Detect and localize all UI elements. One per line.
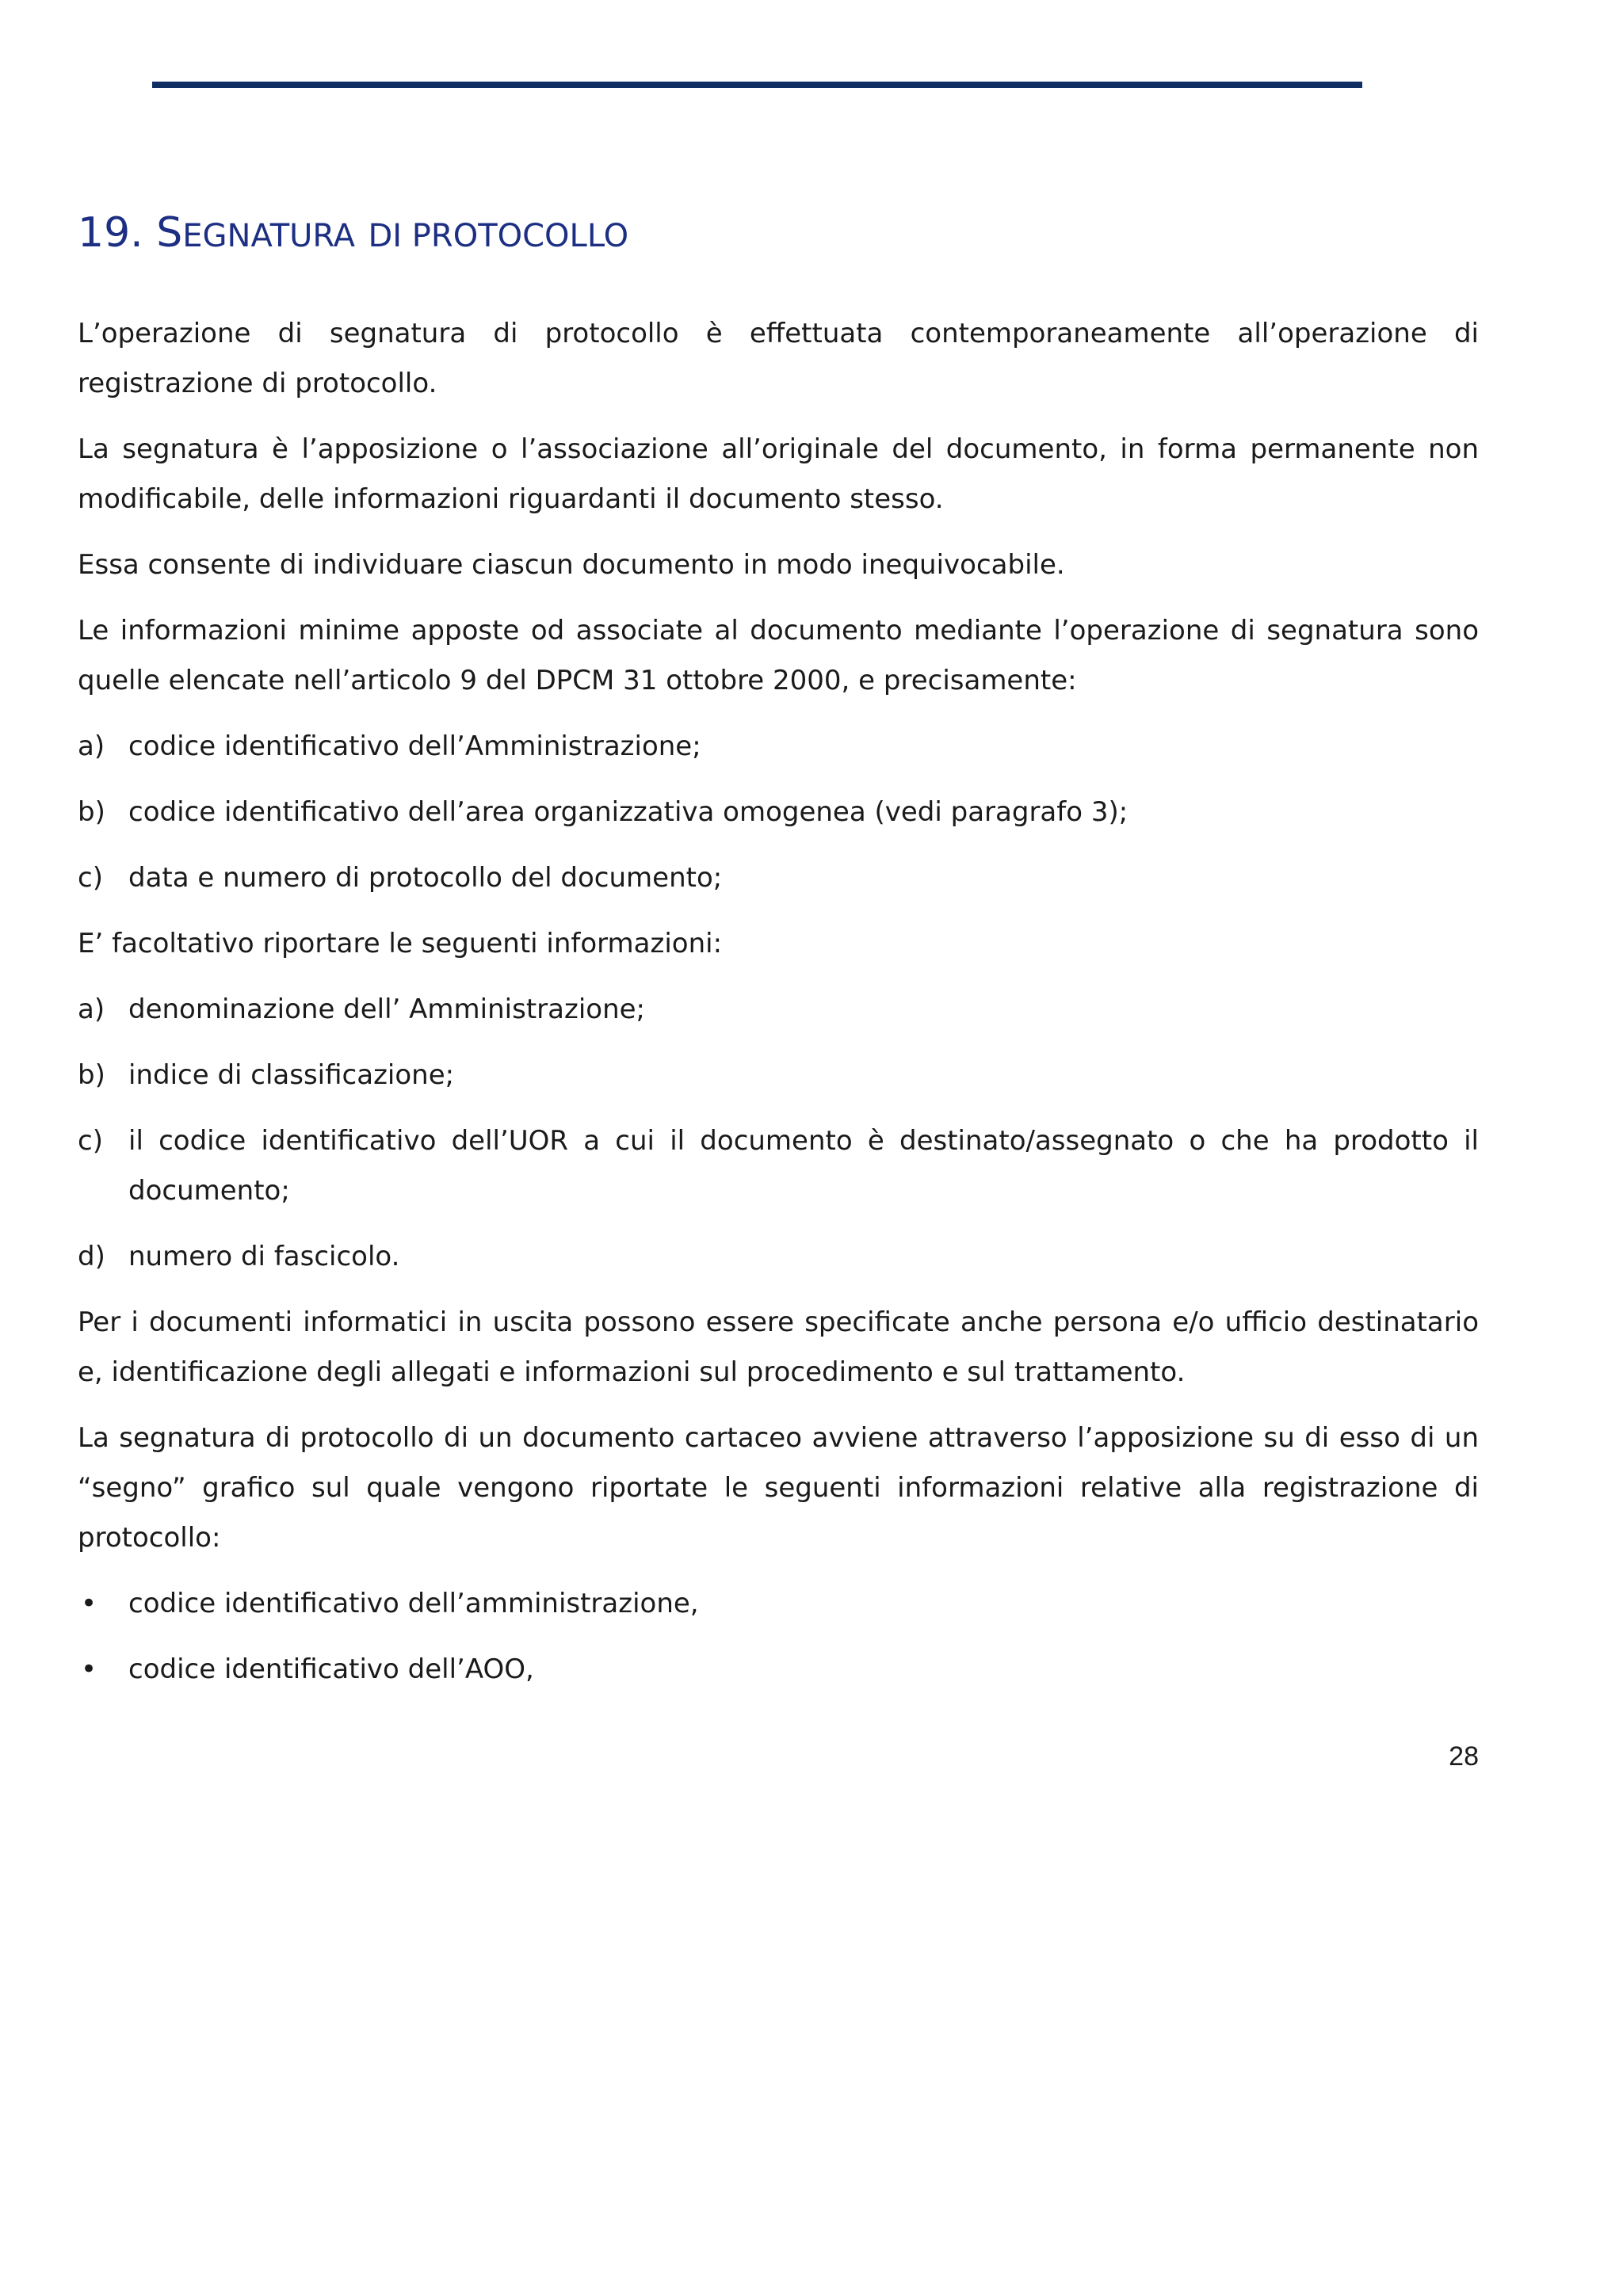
list-item-text: codice identificativo dell’area organizzativa omogenea (vedi paragrafo 3); [128,796,1128,828]
list-marker: a) [78,730,105,762]
optional-info-list [78,985,1479,1282]
list-marker: b) [78,796,105,828]
list-item-text: codice identificativo dell’amministrazione, [128,1588,699,1619]
list-marker: b) [78,1059,105,1091]
list-item [78,788,1479,837]
list-item [78,853,1479,903]
list-item-text: il codice identificativo dell’UOR a cui il documento è destinato/assegnato o che ha prodotto il documento; [128,1125,1479,1207]
section-heading [78,208,1479,261]
list-item-text: denominazione dell’ Amministrazione; [128,994,645,1025]
paragraph-4: Le informazioni minime apposte od associate al documento mediante l’operazione di segnatura sono quelle elencate nell’articolo 9 del DPCM 31 ottobre 2000, e precisamente: [78,615,1479,696]
list-item-text: indice di classificazione; [128,1059,455,1091]
page-content [78,208,1479,1711]
list-item-text: data e numero di protocollo del documento; [128,862,723,894]
page-number: 28 [1449,1741,1479,1772]
list-item-text: codice identificativo dell’Amministrazione; [128,730,701,762]
list-item [78,722,1479,772]
list-item [78,985,1479,1035]
section-title-word: EGNATURA [182,218,355,254]
segno-info-list [78,1579,1479,1695]
paragraph-1: L’operazione di segnatura di protocollo è effettuata contemporaneamente all’operazione di registrazione di protocollo. [78,318,1479,399]
paragraph-3: Essa consente di individuare ciascun documento in modo inequivocabile. [78,549,1065,581]
list-item-text: codice identificativo dell’AOO, [128,1653,534,1685]
list-marker: a) [78,994,105,1025]
paragraph-6: Per i documenti informatici in uscita possono essere specificate anche persona e/o ufficio destinatario e, identificazione degli allegati e informazioni sul procedimento e sul trattamento. [78,1306,1479,1388]
list-item [78,1232,1479,1282]
list-item-text: numero di fascicolo. [128,1241,400,1272]
section-title-phrase: DI PROTOCOLLO [368,218,629,254]
bullet-icon: • [81,1588,97,1619]
list-item [78,1645,1479,1695]
list-item [78,1051,1479,1100]
paragraph-2: La segnatura è l’apposizione o l’associazione all’originale del documento, in forma permanente non modificabile, delle informazioni riguardanti il documento stesso. [78,433,1479,515]
header-rule [152,82,1362,88]
list-item [78,1579,1479,1629]
list-item [78,1116,1479,1216]
section-number: 19. [78,209,143,257]
paragraph-5: E’ facoltativo riportare le seguenti informazioni: [78,928,723,959]
minimum-info-list [78,722,1479,903]
list-marker: c) [78,1125,103,1157]
list-marker: d) [78,1241,105,1272]
paragraph-7: La segnatura di protocollo di un documento cartaceo avviene attraverso l’apposizione su di esso di un “segno” grafico sul quale vengono riportate le seguenti informazioni relative alla registrazione di protocollo: [78,1422,1479,1554]
section-title-initial: S [156,209,183,257]
list-marker: c) [78,862,103,894]
bullet-icon: • [81,1653,97,1685]
